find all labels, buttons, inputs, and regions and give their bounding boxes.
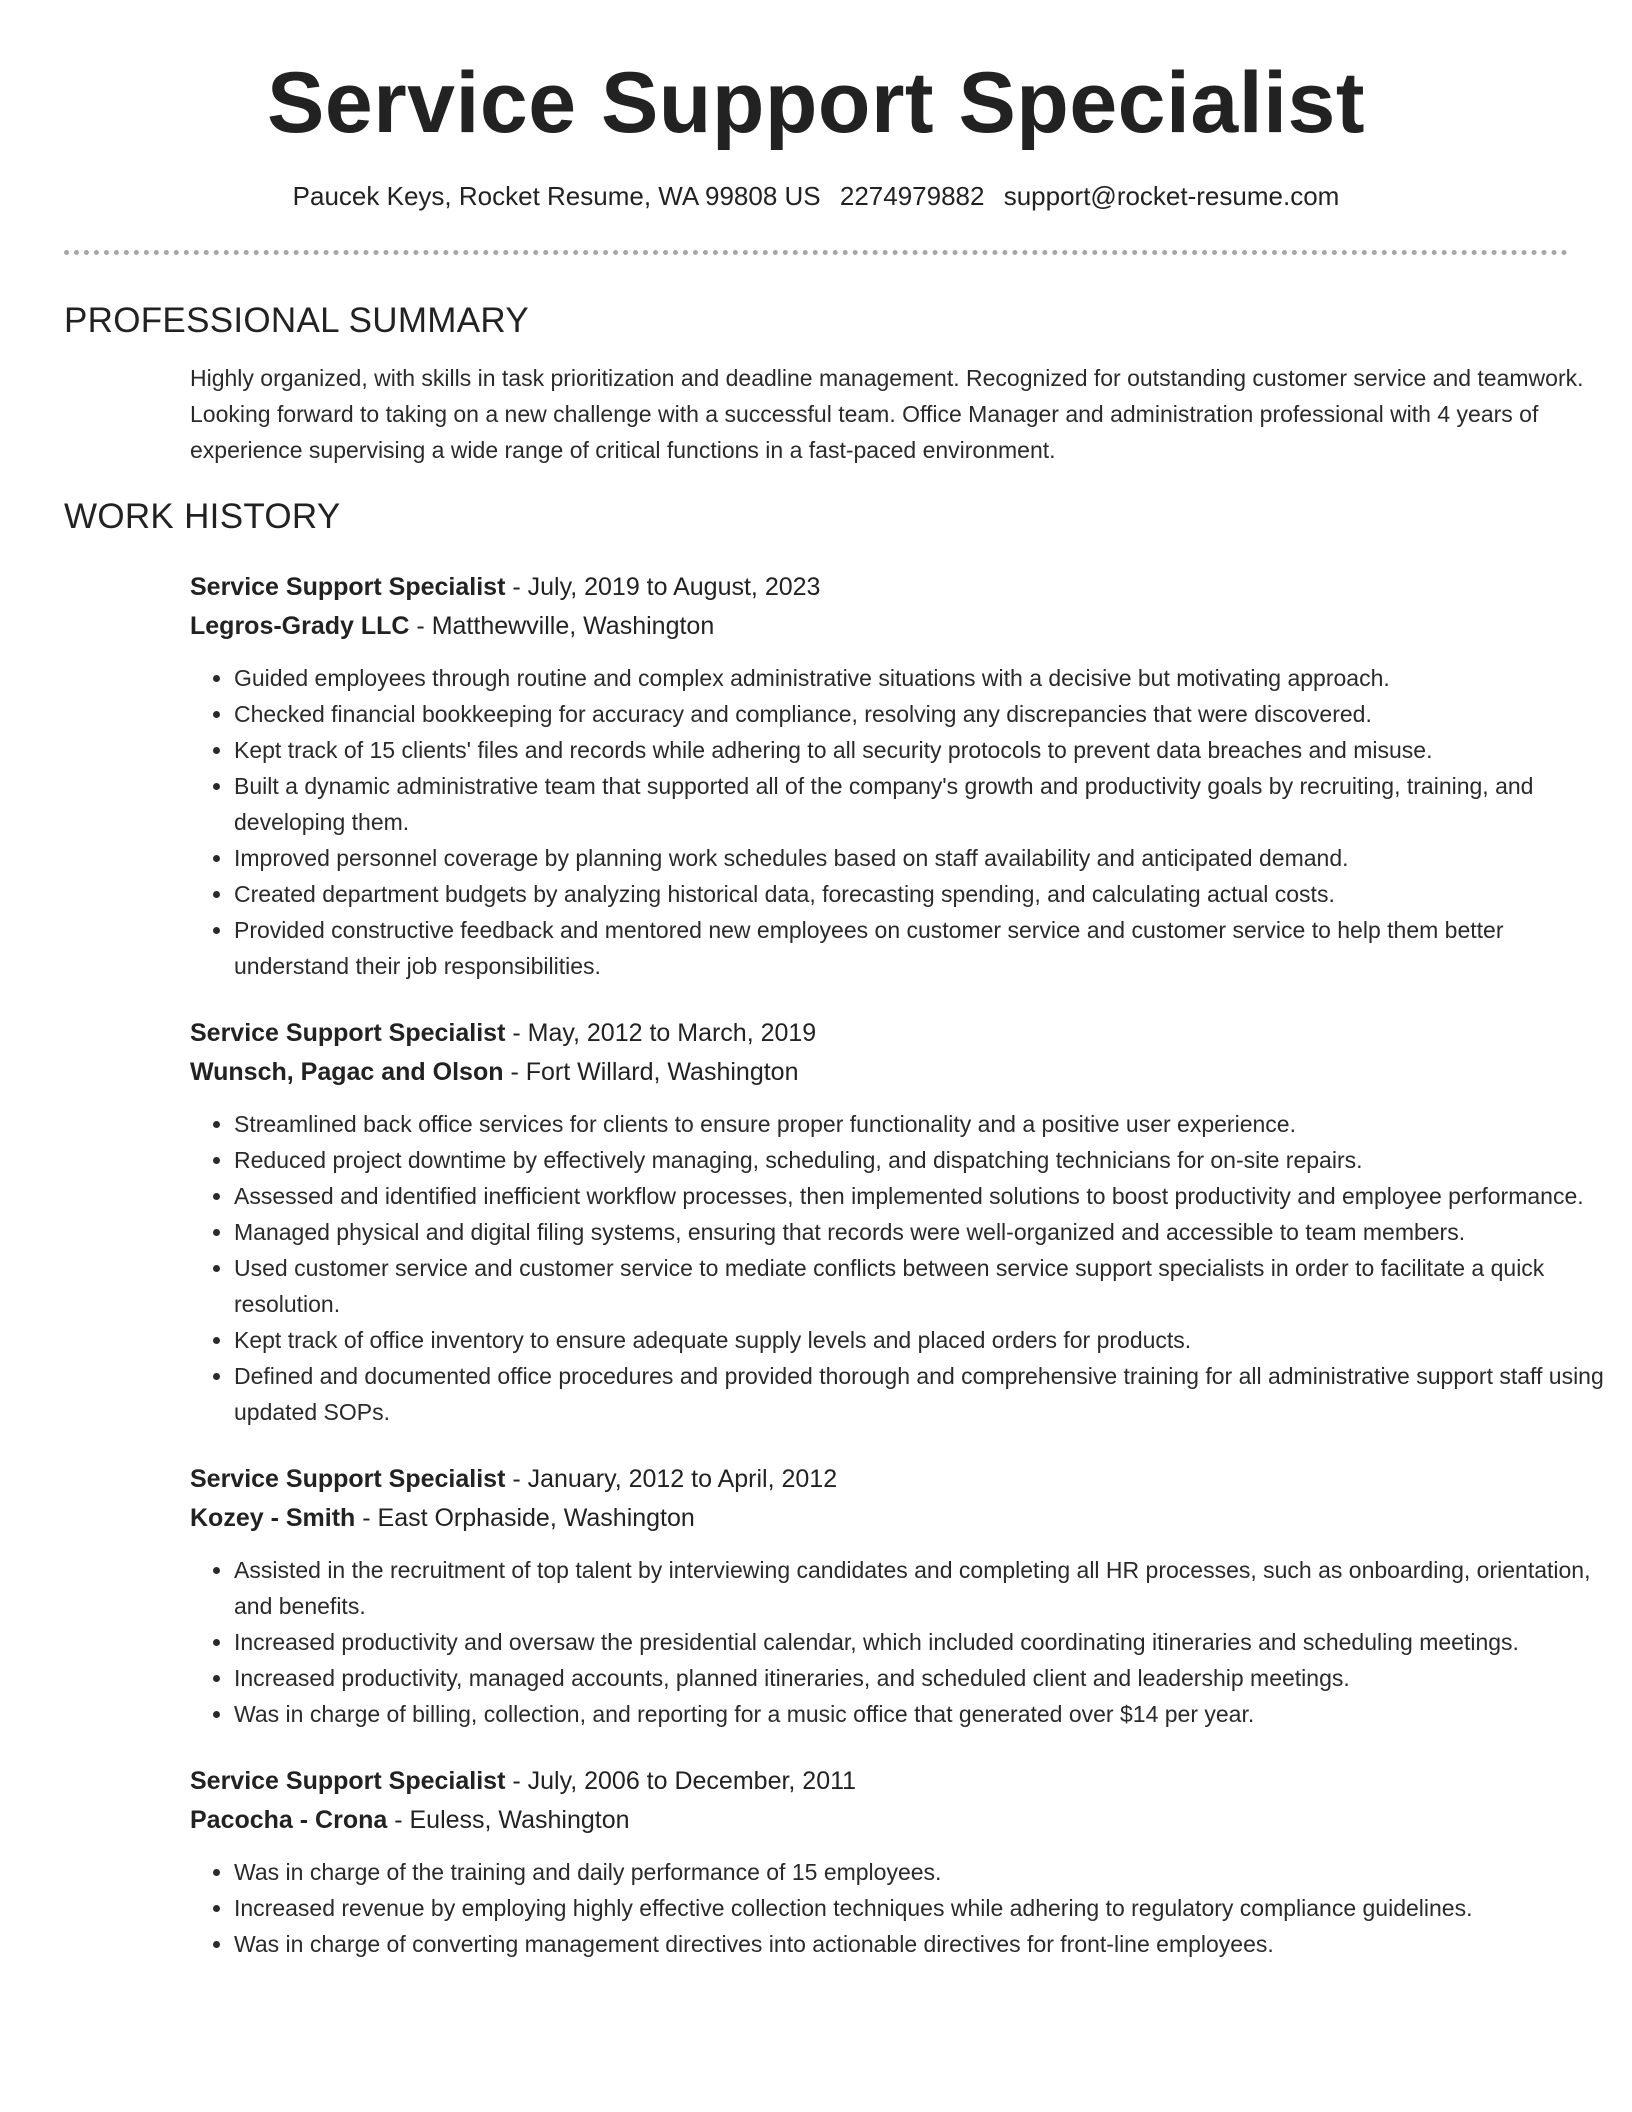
job-bullet: • Increased productivity and oversaw the presidential calendar, which included coordinating itineraries and scheduling meetings. [234, 1624, 1620, 1660]
job-title: Service Support Specialist [190, 1019, 506, 1047]
job-bullet: • Built a dynamic administrative team that supported all of the company's growth and productivity goals by recruiting, training, and developing them. [234, 768, 1620, 840]
summary-heading: PROFESSIONAL SUMMARY [64, 301, 529, 340]
job-location: - Euless, Washington [387, 1806, 630, 1834]
job-bullet: • Reduced project downtime by effectively managing, scheduling, and dispatching technicians for on-site repairs. [234, 1142, 1620, 1178]
job-bullet: • Provided constructive feedback and mentored new employees on customer service and customer service to help them better understand their job responsibilities. [234, 912, 1620, 984]
contact-email: support@rocket-resume.com [1003, 181, 1340, 211]
job-bullets [190, 1106, 1620, 1430]
job-bullet: • Increased revenue by employing highly effective collection techniques while adhering to regulatory compliance guidelines. [234, 1890, 1620, 1926]
job-bullets [190, 1552, 1620, 1732]
resume-content [64, 296, 1604, 1962]
job-company-line [190, 1499, 1620, 1538]
job-bullet: • Managed physical and digital filing systems, ensuring that records were well-organized and accessible to team members. [234, 1214, 1620, 1250]
job-company-line [190, 1801, 1620, 1840]
header-divider [64, 250, 1568, 255]
job-title: Service Support Specialist [190, 1767, 506, 1795]
job-location: - Matthewville, Washington [409, 612, 715, 640]
job-title-line [190, 1762, 1620, 1801]
summary-text: Highly organized, with skills in task prioritization and deadline management. Recognized for outstanding customer service and teamwork. Looking forward to taking on a new challenge with a successful team. Office Manager and administration professional with 4 years of experience supervising a wide range of critical functions in a fast-paced environment. [190, 365, 1584, 463]
job-bullet: • Used customer service and customer service to mediate conflicts between service support specialists in order to facilitate a quick resolution. [234, 1250, 1620, 1322]
job-dates: - January, 2012 to April, 2012 [505, 1465, 838, 1493]
job-bullet: • Was in charge of billing, collection, and reporting for a music office that generated over $14 per year. [234, 1696, 1620, 1732]
job-company: Pacocha - Crona [190, 1806, 388, 1834]
job-company-line [190, 607, 1620, 646]
job-location: - Fort Willard, Washington [503, 1058, 799, 1086]
job-location: - East Orphaside, Washington [355, 1504, 695, 1532]
work-history-heading: WORK HISTORY [64, 497, 341, 536]
contact-line [0, 180, 1632, 214]
job-title-line [190, 1460, 1620, 1499]
job-title-line [190, 568, 1620, 607]
job-entry [190, 1460, 1620, 1732]
job-company: Legros-Grady LLC [190, 612, 410, 640]
job-bullet: • Guided employees through routine and complex administrative situations with a decisive but motivating approach. [234, 660, 1620, 696]
contact-address: Paucek Keys, Rocket Resume, WA 99808 US [292, 181, 821, 211]
job-company-line [190, 1053, 1620, 1092]
job-title: Service Support Specialist [190, 1465, 506, 1493]
job-bullet: • Was in charge of the training and daily performance of 15 employees. [234, 1854, 1620, 1890]
job-company: Wunsch, Pagac and Olson [190, 1058, 504, 1086]
job-bullets [190, 660, 1620, 984]
job-bullet: • Improved personnel coverage by planning work schedules based on staff availability and anticipated demand. [234, 840, 1620, 876]
job-bullet: • Assisted in the recruitment of top talent by interviewing candidates and completing all HR processes, such as onboarding, orientation, and benefits. [234, 1552, 1620, 1624]
job-company: Kozey - Smith [190, 1504, 356, 1532]
job-title: Service Support Specialist [190, 573, 506, 601]
job-bullet: • Assessed and identified inefficient workflow processes, then implemented solutions to boost productivity and employee performance. [234, 1178, 1620, 1214]
job-dates: - July, 2006 to December, 2011 [505, 1767, 857, 1795]
job-bullet: • Streamlined back office services for clients to ensure proper functionality and a positive user experience. [234, 1106, 1620, 1142]
job-bullets [190, 1854, 1620, 1962]
job-bullet: • Kept track of 15 clients' files and records while adhering to all security protocols to prevent data breaches and misuse. [234, 732, 1620, 768]
job-title-line [190, 1014, 1620, 1053]
contact-phone: 2274979882 [839, 181, 985, 211]
job-dates: - May, 2012 to March, 2019 [505, 1019, 817, 1047]
job-bullet: • Was in charge of converting management directives into actionable directives for front-line employees. [234, 1926, 1620, 1962]
job-bullet: • Kept track of office inventory to ensure adequate supply levels and placed orders for products. [234, 1322, 1620, 1358]
job-dates: - July, 2019 to August, 2023 [505, 573, 821, 601]
job-entry [190, 1762, 1620, 1962]
job-bullet: • Checked financial bookkeeping for accuracy and compliance, resolving any discrepancies that were discovered. [234, 696, 1620, 732]
resume-title: Service Support Specialist [267, 55, 1365, 151]
job-entry [190, 568, 1620, 984]
job-bullet: • Increased productivity, managed accounts, planned itineraries, and scheduled client and leadership meetings. [234, 1660, 1620, 1696]
job-bullet: • Defined and documented office procedures and provided thorough and comprehensive training for all administrative support staff using updated SOPs. [234, 1358, 1620, 1430]
job-bullet: • Created department budgets by analyzing historical data, forecasting spending, and calculating actual costs. [234, 876, 1620, 912]
job-entry [190, 1014, 1620, 1430]
